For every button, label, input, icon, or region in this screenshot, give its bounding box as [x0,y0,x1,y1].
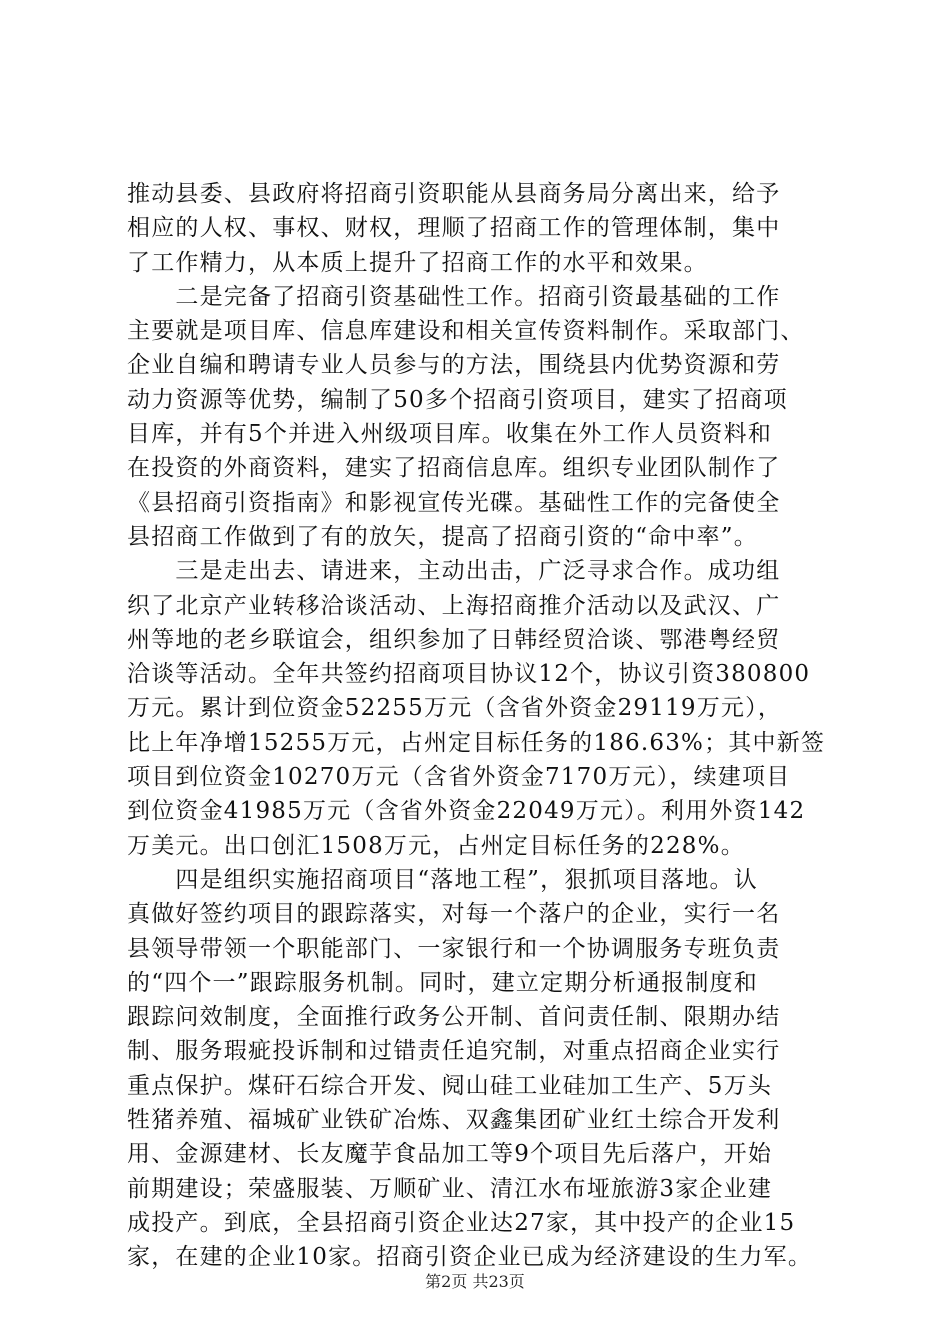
text-line: 《县招商引资指南》和影视宣传光碟。基础性工作的完备使全 [127,489,781,516]
text-line: 四是组织实施招商项目“落地工程”，狠抓项目落地。认 [127,866,758,893]
text-line: 相应的人权、事权、财权，理顺了招商工作的管理体制，集中 [127,215,781,242]
text-line: 前期建设；荣盛服装、万顺矿业、清江水布垭旅游3家企业建 [127,1175,773,1202]
text-line: 目库，并有5个并进入州级项目库。收集在外工作人员资料和 [127,421,773,448]
text-line: 家，在建的企业10家。招商引资企业已成为经济建设的生力军。 [127,1244,813,1271]
text-line: 主要就是项目库、信息库建设和相关宣传资料制作。采取部门、 [127,318,805,345]
text-line: 万元。累计到位资金52255万元（含省外资金29119万元）， [127,695,783,722]
text-line: 企业自编和聘请专业人员参与的方法，围绕县内优势资源和劳 [127,352,781,379]
text-line: 真做好签约项目的跟踪落实，对每一个落户的企业，实行一名 [127,901,781,928]
text-line: 县招商工作做到了有的放矢，提高了招商引资的“命中率”。 [127,523,758,550]
text-line: 推动县委、县政府将招商引资职能从县商务局分离出来，给予 [127,181,781,207]
text-line: 项目到位资金10270万元（含省外资金7170万元），续建项目 [127,764,791,791]
text-line: 用、金源建材、长友魔芋食品加工等9个项目先后落户，开始 [127,1141,773,1168]
page-number-footer: 第2页 共23页 [425,1272,525,1291]
text-line: 跟踪问效制度，全面推行政务公开制、首问责任制、限期办结 [127,1004,781,1031]
text-line: 二是完备了招商引资基础性工作。招商引资最基础的工作 [127,283,781,310]
text-line: 三是走出去、请进来，主动出击，广泛寻求合作。成功组 [127,558,781,585]
text-line: 成投产。到底，全县招商引资企业达27家，其中投产的企业15 [127,1209,796,1236]
text-line: 在投资的外商资料，建实了招商信息库。组织专业团队制作了 [127,455,781,482]
text-line: 了工作精力，从本质上提升了招商工作的水平和效果。 [127,249,708,276]
text-line: 州等地的老乡联谊会，组织参加了日韩经贸洽谈、鄂港粤经贸 [127,626,781,653]
text-line: 县领导带领一个职能部门、一家银行和一个协调服务专班负责 [127,935,781,962]
document-body [127,177,837,1275]
text-line: 制、服务瑕疵投诉制和过错责任追究制，对重点招商企业实行 [127,1038,781,1065]
text-line: 万美元。出口创汇1508万元，占州定目标任务的228%。 [127,832,745,859]
text-line: 到位资金41985万元（含省外资金22049万元）。利用外资142 [127,798,806,825]
text-line: 重点保护。煤矸石综合开发、阋山硅工业硅加工生产、5万头 [127,1072,773,1099]
text-line: 动力资源等优势，编制了50多个招商引资项目，建实了招商项 [127,386,788,413]
text-line: 洽谈等活动。全年共签约招商项目协议12个，协议引资380800 [127,661,811,688]
text-line: 的“四个一”跟踪服务机制。同时，建立定期分析通报制度和 [127,969,758,996]
text-line: 织了北京产业转移洽谈活动、上海招商推介活动以及武汉、广 [127,592,781,619]
text-line: 比上年净增15255万元，占州定目标任务的186.63%；其中新签 [127,729,826,756]
text-line: 牲猪养殖、福城矿业铁矿冶炼、双鑫集团矿业红土综合开发利 [127,1107,781,1134]
